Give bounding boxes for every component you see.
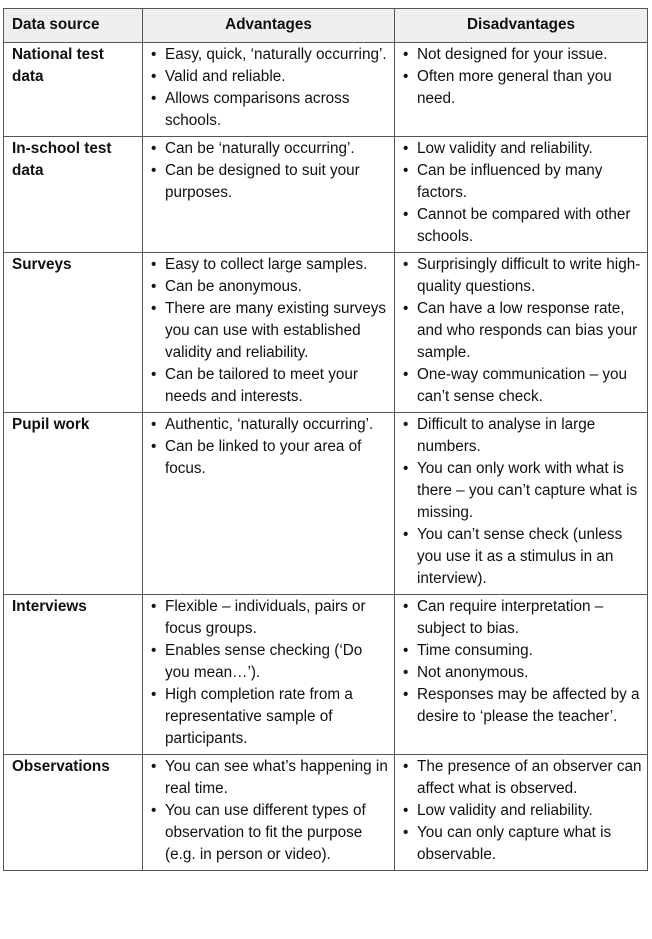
advantage-item: • There are many existing surveys you can use with established validity and reliability. (151, 298, 390, 364)
disadvantage-item: • The presence of an observer can affect what is observed. (403, 756, 643, 800)
disadvantages-list (403, 254, 643, 408)
header-row (4, 9, 648, 43)
advantage-item: • Can be ‘naturally occurring’. (151, 138, 390, 160)
disadvantages-list (403, 44, 643, 110)
disadvantages-cell (395, 413, 648, 595)
disadvantage-item: • Can be influenced by many factors. (403, 160, 643, 204)
disadvantage-item: • Low validity and reliability. (403, 800, 643, 822)
disadvantage-item: • Surprisingly difficult to write high-quality questions. (403, 254, 643, 298)
advantages-cell (143, 43, 395, 137)
disadvantage-item: • You can’t sense check (unless you use it as a stimulus in an interview). (403, 524, 643, 590)
disadvantage-item: • Often more general than you need. (403, 66, 643, 110)
advantage-item: • High completion rate from a representative sample of participants. (151, 684, 390, 750)
advantage-item: • Allows comparisons across schools. (151, 88, 390, 132)
advantage-item: • You can see what’s happening in real time. (151, 756, 390, 800)
header-data-source: Data source (4, 9, 143, 43)
disadvantage-item: • Difficult to analyse in large numbers. (403, 414, 643, 458)
table-row (4, 43, 648, 137)
advantage-item: • Flexible – individuals, pairs or focus groups. (151, 596, 390, 640)
disadvantages-cell (395, 595, 648, 755)
advantage-item: • Can be anonymous. (151, 276, 390, 298)
advantage-item: • Valid and reliable. (151, 66, 390, 88)
disadvantages-list (403, 414, 643, 590)
advantages-cell (143, 253, 395, 413)
disadvantages-list (403, 596, 643, 728)
table-row (4, 413, 648, 595)
disadvantage-item: • You can only capture what is observable. (403, 822, 643, 866)
advantage-item: • Easy, quick, ‘naturally occurring’. (151, 44, 390, 66)
disadvantages-list (403, 756, 643, 866)
advantage-item: • Easy to collect large samples. (151, 254, 390, 276)
data-source-cell: Observations (4, 755, 143, 871)
advantages-list (151, 138, 390, 204)
disadvantage-item: • Responses may be affected by a desire to ‘please the teacher’. (403, 684, 643, 728)
disadvantage-item: • Not anonymous. (403, 662, 643, 684)
table-row (4, 755, 648, 871)
advantage-item: • Authentic, ‘naturally occurring’. (151, 414, 390, 436)
advantages-cell (143, 595, 395, 755)
table-row (4, 595, 648, 755)
advantages-list (151, 414, 390, 480)
disadvantage-item: • Can have a low response rate, and who responds can bias your sample. (403, 298, 643, 364)
disadvantage-item: • Low validity and reliability. (403, 138, 643, 160)
disadvantage-item: • Time consuming. (403, 640, 643, 662)
advantages-list (151, 44, 390, 132)
table-row (4, 253, 648, 413)
disadvantages-cell (395, 253, 648, 413)
disadvantages-cell (395, 755, 648, 871)
disadvantages-cell (395, 43, 648, 137)
advantage-item: • Can be tailored to meet your needs and interests. (151, 364, 390, 408)
disadvantage-item: • You can only work with what is there – you can’t capture what is missing. (403, 458, 643, 524)
disadvantage-item: • Can require interpretation – subject to bias. (403, 596, 643, 640)
advantages-cell (143, 137, 395, 253)
data-source-cell: Pupil work (4, 413, 143, 595)
advantages-list (151, 254, 390, 408)
data-source-cell: Interviews (4, 595, 143, 755)
data-source-cell: Surveys (4, 253, 143, 413)
advantages-list (151, 756, 390, 866)
disadvantage-item: • Not designed for your issue. (403, 44, 643, 66)
disadvantages-cell (395, 137, 648, 253)
disadvantage-item: • One-way communication – you can’t sense check. (403, 364, 643, 408)
disadvantage-item: • Cannot be compared with other schools. (403, 204, 643, 248)
advantage-item: • Can be linked to your area of focus. (151, 436, 390, 480)
advantages-cell (143, 413, 395, 595)
disadvantages-list (403, 138, 643, 248)
header-disadvantages: Disadvantages (395, 9, 648, 43)
header-advantages: Advantages (143, 9, 395, 43)
advantage-item: • Can be designed to suit your purposes. (151, 160, 390, 204)
data-source-cell: National test data (4, 43, 143, 137)
advantages-list (151, 596, 390, 750)
data-source-comparison-table (3, 8, 648, 871)
advantages-cell (143, 755, 395, 871)
advantage-item: • You can use different types of observation to fit the purpose (e.g. in person or video). (151, 800, 390, 866)
advantage-item: • Enables sense checking (‘Do you mean…’). (151, 640, 390, 684)
data-source-cell: In-school test data (4, 137, 143, 253)
table-row (4, 137, 648, 253)
